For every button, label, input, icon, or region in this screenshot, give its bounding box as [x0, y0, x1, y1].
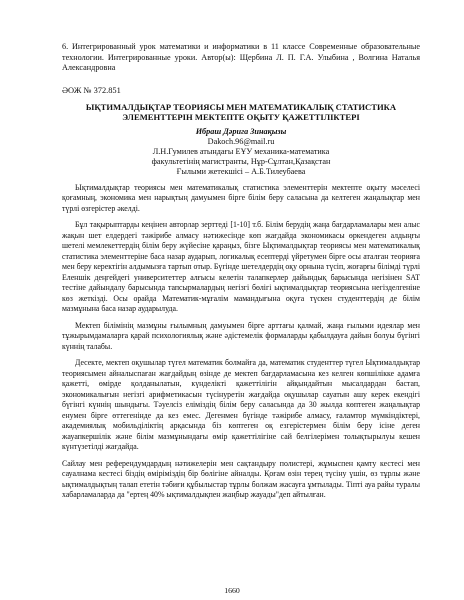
body-paragraph-2: Бұл тақырыптарды кеңінен авторлар зерттеді [1-10] т.б. Білім берудің жаңа бағдарламалары мен алыс жақын шет елдердегі тәжірибе алмасу нәтижесінде көп жағдайда экономикасы өркендеген алдыңғы шетелі мемлекеттердің білім беру жүйесіне қараңыз, бізге Ықтималдықтар теориясы мен математикалық статистика элементтеріне баса назар аударып, логикалық есептерді үйретумен бірге осы аталған теорияға мен беру керектігін алдымызға тартып отыр. Бүгінде шетелдердің оқу орнына түсіп, жоғарғы білімді түрлі Еленшік деңгейдегі университеттер алғысы келетін талапкерлер дайындық барысында негізінен SAT тестіне дайындалу барысында тапсырмалардың негізгі бөлігі ықтималдықтар теориясына негізделгеніне көз жеткізді. Осы орайда Математик-мұғалім мамандығына оқуға түскен студенттердің де білім мазмұнына баса назар аударылуда.: [62, 220, 420, 314]
body-paragraph-5: Сайлау мен референдумдардың нәтижелерін мен сақтандыру полистері, жұмыспен қамту кестесі мен сауалнама кестесі біздің өміріміздің бір бөлігіне айналды. Қоғам өзін терең түсіну үшін, өз тұрлы және ықтималдықтың талап ететін тәбиғи құбылыстар тұрлы болжам жасауға ұмтылады. Тіпті ауа райы туралы хабарламаларда да "ертең 40% ықтималдықпен жаңбыр жауады"деп айтылған.: [62, 458, 420, 500]
body-paragraph-1: Ықтималдықтар теориясы мен математикалық статистика элементтерін мектепте оқыту мәселесі қоғамның, экономика мен нарықтың дамуымен бірге білім беру саласына да келтеген жаңалықтар мен түрлі өзгерістер әкелді.: [62, 182, 420, 213]
article-title: [62, 102, 420, 122]
body-paragraph-4: Десекте, мектеп оқушылар түгел математик болмайға да, математик студенттер түгел Ықтималдықтар теориясымен айналыспаған жағдайдың өзінде де мектеп бағдарламасына кез келген көпшілікке адамға қажетті, өмірде қолданылатын, күнделікті қажеттілігін айқындайтын мысалдардан бастап, экономикалығын негізгі арифметикасын түсінуретін жағдайда оқушылар сауатын ашу керек екендігі бүгінгі күннің шындығы. Тәуелсіз еліміздің білім беру саласында да 30 жылда көптеген жаңалықтар енумен бірге өттегенінде да кез емес. Дегенмен бүгінде тәжірибе алмасу, ғаламтор мүмкіндіктері, академиялық мобильділіктің арқасында біз көптеген оқ езгерістермен білім беру ісіне деген жауапкершілік және білім мазмұнындағы өмір қажеттілігіне сай белгілерімен толықтырылуы кешен күнтүзетілді жағдайда.: [62, 358, 420, 452]
reference-entry: 6. Интегрированный урок математики и информатики в 11 классе Современные образовательные технологии. Интегрированные уроки. Автор(ы): Щербина Л. П. Г.А. Улыбина , Волгина Наталья Александровна: [62, 42, 420, 72]
author-name: Ибраш Дәрига Зинақызы: [195, 126, 287, 136]
author-block: [62, 127, 420, 177]
udk-code: ӘОЖ № 372.851: [62, 85, 121, 95]
author-affiliation-2: факультетінің магистранты, Нұр-Сұлтан,Қазақстан: [151, 156, 331, 166]
author-affiliation-1: Л.Н.Гумилев атындағы ЕҰУ механика-математика: [152, 146, 330, 156]
body-paragraph-3: Мектеп білімінің мазмұны ғылымның дамуымен бірге арттағы қалмай, жаңа ғылыми идеялар мен тұжырымдамаларға қарай психологиялық және әдістемелік формаларды қабылдауға дайын болуы бүгінгі күннің талабы.: [62, 320, 420, 351]
title-line-2: ЭЛЕМЕНТТЕРІН МЕКТЕПТЕ ОҚЫТУ ҚАЖЕТТІЛІКТЕРІ: [122, 111, 360, 122]
title-line-1: ЫҚТИМАЛДЫҚТАР ТЕОРИЯСЫ МЕН МАТЕМАТИКАЛЫҚ СТАТИСТИКА: [85, 101, 397, 112]
page-number: 1660: [224, 586, 240, 595]
author-supervisor: Ғылыми жетекшісі – А.Б.Тилеубаева: [176, 166, 306, 176]
author-email: Dakoch.96@mail.ru: [207, 136, 275, 146]
